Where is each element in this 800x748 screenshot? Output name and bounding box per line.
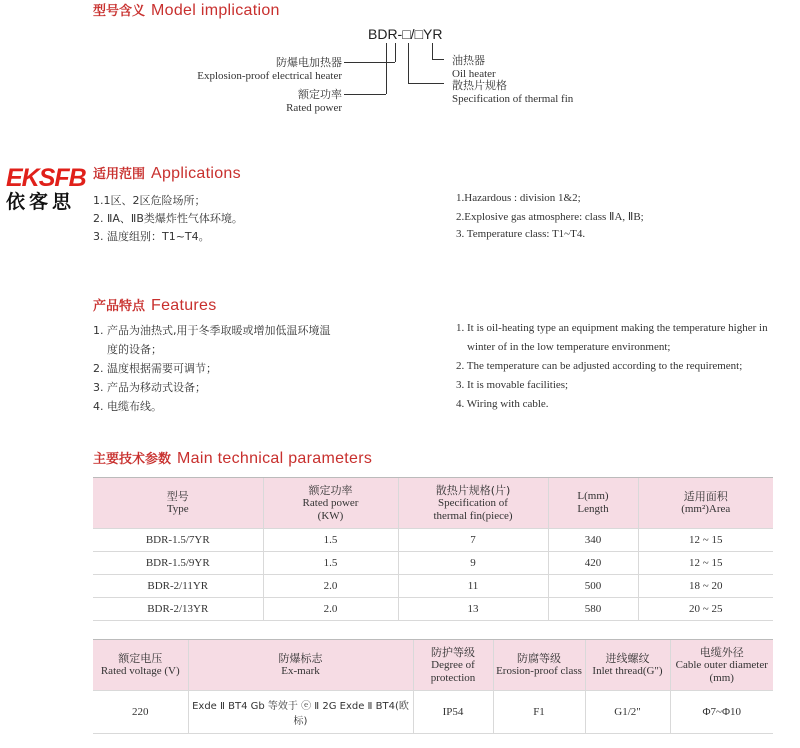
table-cell: 7	[398, 529, 548, 552]
applications-en-item: 1.Hazardous : division 1&2;	[456, 192, 581, 204]
table2-header-cell: 防爆标志 Ex-mark	[188, 640, 413, 691]
table-cell: 2.0	[263, 598, 398, 621]
params-title-en: Main technical parameters	[177, 450, 373, 467]
applications-zh-item: 3. 温度组别：T1~T4。	[93, 230, 210, 243]
table-cell: G1/2"	[585, 691, 670, 734]
table1-header-row	[93, 478, 773, 529]
table-cell: 500	[548, 575, 638, 598]
company-logo	[6, 165, 101, 215]
table-cell: 1.5	[263, 529, 398, 552]
model-left-label-2: 额定功率 Rated power	[286, 88, 342, 114]
applications-title-zh: 适用范围	[93, 167, 146, 182]
table2-header-cell: 防腐等级 Erosion-proof class	[493, 640, 585, 691]
table-cell: BDR-1.5/7YR	[93, 529, 263, 552]
table-cell: 2.0	[263, 575, 398, 598]
table2-header-cell: 进线螺纹 Inlet thread(G")	[585, 640, 670, 691]
model-left-label-1: 防爆电加热器 Explosion-proof electrical heater	[197, 56, 342, 82]
model-line-4	[386, 43, 387, 94]
table2-header-cell: 电缆外径 Cable outer diameter (mm)	[670, 640, 773, 691]
table-cell: F1	[493, 691, 585, 734]
table-cell: BDR-2/11YR	[93, 575, 263, 598]
applications-title-en: Applications	[151, 165, 241, 182]
table-cell: 580	[548, 598, 638, 621]
features-zh-item: 2. 温度根据需要可调节；	[93, 362, 217, 375]
table-cell: 220	[93, 691, 188, 734]
table-cell: 9	[398, 552, 548, 575]
applications-en-item: 3. Temperature class: T1~T4.	[456, 228, 586, 240]
table-row	[93, 691, 773, 734]
features-zh-item: 3. 产品为移动式设备；	[93, 381, 206, 394]
applications-zh-item: 1.1区、2区危险场所；	[93, 194, 206, 207]
applications-zh-item: 2. ⅡA、ⅡB类爆炸性气体环境。	[93, 212, 243, 225]
model-line-3h	[344, 62, 395, 63]
features-zh-item: 4. 电缆布线。	[93, 400, 162, 413]
features-zh-item: 度的设备；	[93, 343, 162, 356]
table-cell: 11	[398, 575, 548, 598]
table-cell: 12 ~ 15	[638, 552, 773, 575]
features-zh-item: 1. 产品为油热式,用于冬季取暖或增加低温环境温	[93, 324, 331, 337]
model-section-title	[93, 0, 280, 20]
params-title-zh: 主要技术参数	[93, 452, 172, 467]
table-row	[93, 529, 773, 552]
table2-header-cell: 防护等级 Degree of protection	[413, 640, 493, 691]
table-cell: 420	[548, 552, 638, 575]
table-cell: Exde Ⅱ BT4 Gb 等效于 ⓔ Ⅱ 2G Exde Ⅱ BT4(欧标)	[188, 691, 413, 734]
model-line-1h	[432, 59, 444, 60]
params-table-2	[93, 640, 773, 734]
table-cell: Φ7~Φ10	[670, 691, 773, 734]
features-en-item: 4. Wiring with cable.	[456, 398, 549, 410]
table-cell: 13	[398, 598, 548, 621]
features-section-title	[93, 295, 217, 315]
features-en-item: winter of in the low temperature environment;	[456, 341, 671, 353]
table1-header-cell: L(mm) Length	[548, 478, 638, 529]
table-cell: 340	[548, 529, 638, 552]
model-line-2h	[408, 83, 444, 84]
features-title-en: Features	[151, 297, 217, 314]
model-line-2	[408, 43, 409, 83]
table1-header-cell: 型号 Type	[93, 478, 263, 529]
model-title-zh: 型号含义	[93, 4, 146, 19]
model-title-en: Model implication	[151, 2, 280, 19]
table2-header-row	[93, 640, 773, 691]
table-cell: BDR-2/13YR	[93, 598, 263, 621]
table-cell: BDR-1.5/9YR	[93, 552, 263, 575]
table-row	[93, 575, 773, 598]
features-en-item: 2. The temperature can be adjusted according to the requirement;	[456, 360, 743, 372]
model-line-3	[395, 43, 396, 62]
model-right-label-2: 散热片规格 Specification of thermal fin	[452, 79, 574, 105]
features-en-item: 3. It is movable facilities;	[456, 379, 569, 391]
table-cell: IP54	[413, 691, 493, 734]
applications-section-title	[93, 163, 241, 183]
features-en-item: 1. It is oil-heating type an equipment making the temperature higher in	[456, 322, 768, 334]
table2-header-cell: 额定电压 Rated voltage (V)	[93, 640, 188, 691]
table-cell: 20 ~ 25	[638, 598, 773, 621]
table-cell: 18 ~ 20	[638, 575, 773, 598]
logo-text-zh: 依客思	[6, 191, 76, 213]
applications-en-item: 2.Explosive gas atmosphere: class ⅡA, ⅡB;	[456, 211, 644, 223]
logo-text-en: EKSFB	[6, 164, 86, 192]
model-code: BDR-□/□YR	[368, 26, 443, 42]
table-cell: 1.5	[263, 552, 398, 575]
model-line-4h	[344, 94, 386, 95]
table-row	[93, 552, 773, 575]
params-section-title	[93, 448, 372, 468]
table-cell: 12 ~ 15	[638, 529, 773, 552]
table1-header-cell: 散热片规格(片) Specification of thermal fin(piece)	[398, 478, 548, 529]
model-right-label-1: 油热器 Oil heater	[452, 54, 496, 80]
features-title-zh: 产品特点	[93, 299, 146, 314]
model-line-1	[432, 43, 433, 59]
params-table-1	[93, 478, 773, 621]
table1-header-cell: 额定功率 Rated power (KW)	[263, 478, 398, 529]
table-row	[93, 598, 773, 621]
table1-header-cell: 适用面积 (mm²)Area	[638, 478, 773, 529]
